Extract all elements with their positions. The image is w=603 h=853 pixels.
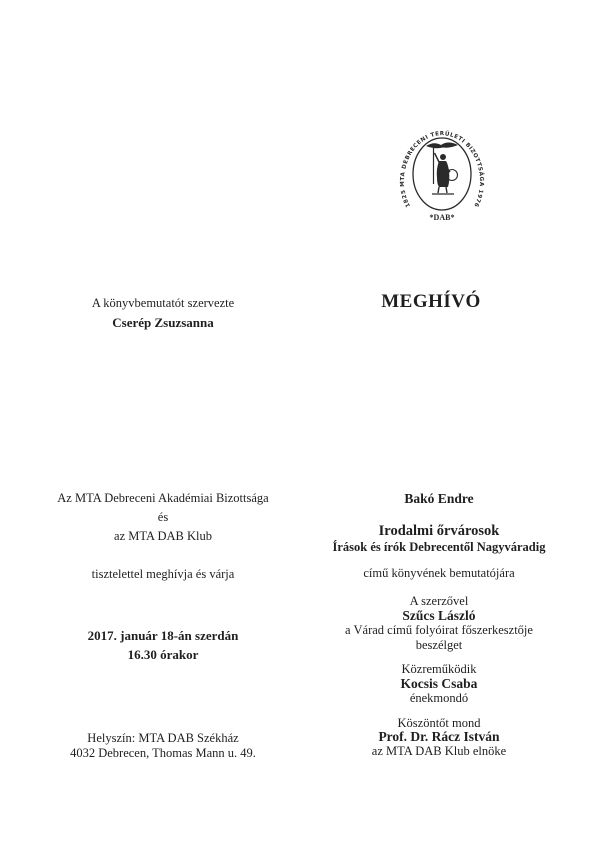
conversation-block	[297, 594, 581, 652]
with-author-label: A szerzővel	[409, 594, 469, 608]
conversation-verb: beszélget	[415, 637, 463, 652]
host-organizations-block	[20, 489, 306, 546]
organizer-label: A könyvbemutatót szervezte	[91, 296, 235, 310]
host-line-1: Az MTA Debreceni Akadémiai Bizottsága	[57, 491, 269, 505]
invitation-title: MEGHÍVÓ	[381, 291, 481, 312]
greeting-label: Köszöntőt mond	[397, 716, 481, 730]
contributor-name: Kocsis Csaba	[400, 675, 478, 691]
seal-dab-text: *DAB*	[429, 213, 455, 222]
contributor-label: Közreműködik	[401, 662, 477, 676]
moderator-name: Szűcs László	[402, 607, 476, 623]
greeter-role: az MTA DAB Klub elnöke	[371, 744, 507, 758]
moderator-role: a Várad című folyóirat főszerkesztője	[345, 623, 533, 637]
book-title-block	[297, 522, 581, 554]
venue-name: Helyszín: MTA DAB Székház	[87, 731, 239, 745]
host-line-2: az MTA DAB Klub	[114, 529, 212, 543]
venue-address: 4032 Debrecen, Thomas Mann u. 49.	[70, 745, 256, 760]
event-time: 16.30 órakor	[127, 647, 199, 662]
book-subtitle: Írások és írók Debrecentől Nagyváradig	[332, 540, 546, 554]
greeting-block	[297, 716, 581, 758]
contributor-role: énekmondó	[409, 691, 469, 705]
host-line-and: és	[157, 510, 169, 524]
mta-dab-seal	[396, 120, 488, 224]
book-author: Bakó Endre	[404, 491, 474, 506]
event-date: 2017. január 18-án szerdán	[87, 628, 239, 643]
event-datetime-block	[20, 626, 306, 664]
venue-block	[20, 731, 306, 760]
organizer-block	[20, 294, 306, 332]
book-title: Irodalmi őrvárosok	[378, 523, 500, 539]
seal-arc-text: 1825 MTA DEBRECENI TERÜLETI BIZOTTSÁGA 1976	[399, 131, 485, 208]
seal-figure-illustration	[426, 143, 458, 195]
organizer-name: Cserép Zsuzsanna	[112, 315, 214, 330]
greeter-name: Prof. Dr. Rácz István	[378, 729, 500, 744]
invitation-phrase: tisztelettel meghívja és várja	[91, 567, 235, 581]
contributor-block	[297, 662, 581, 706]
book-launch-phrase: című könyvének bemutatójára	[363, 566, 515, 580]
